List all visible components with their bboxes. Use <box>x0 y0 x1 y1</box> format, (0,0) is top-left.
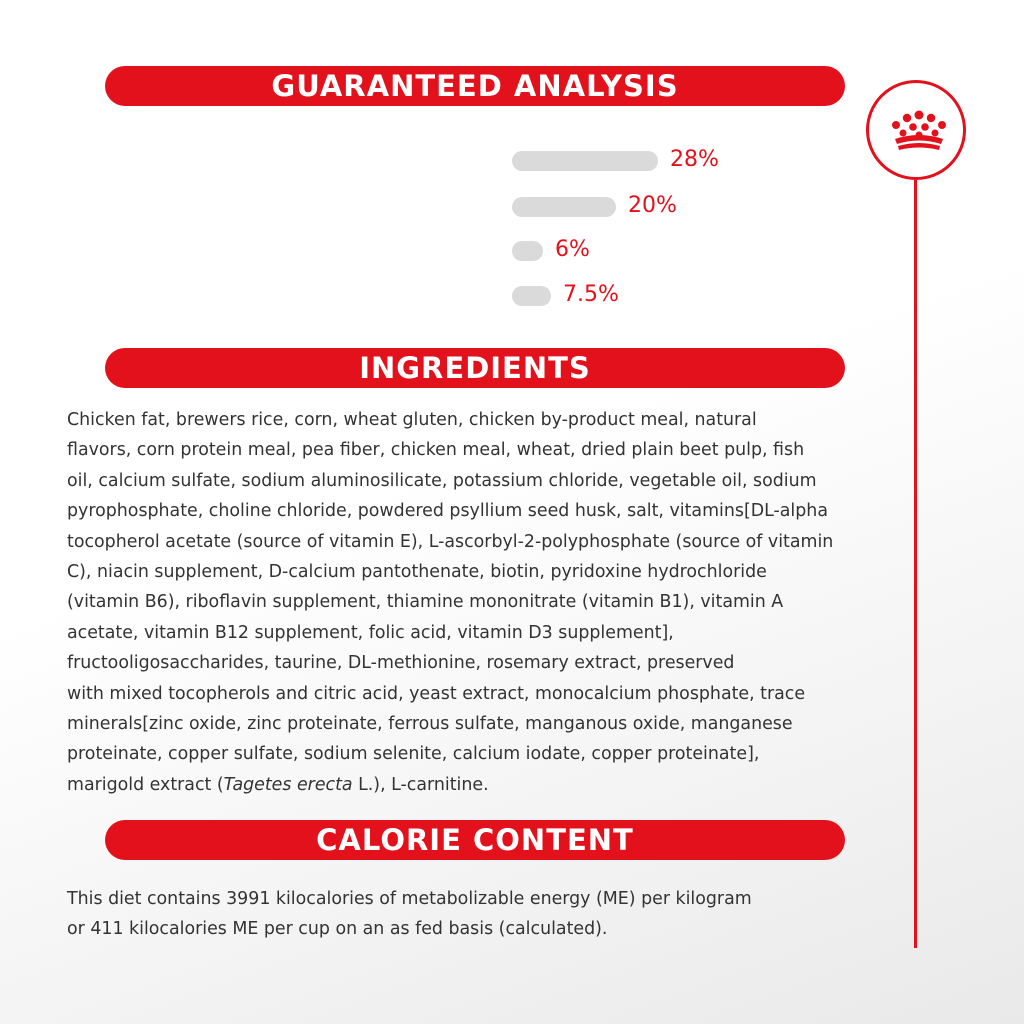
ingredients-list <box>67 405 833 800</box>
ingredients-line: proteinate, copper sulfate, sodium selenite, calcium iodate, copper proteinate], <box>67 744 760 765</box>
ingredients-line: pyrophosphate, choline chloride, powdered psyllium seed husk, salt, vitamins[DL-alpha <box>67 501 828 522</box>
analysis-bar <box>512 197 616 217</box>
timeline-line <box>914 180 917 948</box>
analysis-bar <box>512 286 551 306</box>
ingredients-heading: INGREDIENTS <box>105 348 845 388</box>
guaranteed-analysis-heading: GUARANTEED ANALYSIS <box>105 66 845 106</box>
analysis-value: 20% <box>628 193 677 218</box>
ingredients-line: Chicken fat, brewers rice, corn, wheat gluten, chicken by-product meal, natural <box>67 410 757 430</box>
ingredients-line: tocopherol acetate (source of vitamin E), L-ascorbyl-2-polyphosphate (source of vitamin <box>67 531 834 552</box>
calorie-line: or 411 kilocalories ME per cup on an as fed basis (calculated). <box>67 919 608 940</box>
crown-icon <box>885 109 953 155</box>
analysis-value: 28% <box>670 147 719 172</box>
ingredients-line: flavors, corn protein meal, pea fiber, chicken meal, wheat, dried plain beet pulp, fish <box>67 440 805 461</box>
ingredients-last-prefix: marigold extract ( <box>67 774 224 795</box>
ingredients-last-line <box>67 770 833 800</box>
ingredients-line: oil, calcium sulfate, sodium aluminosilicate, potassium chloride, vegetable oil, sodium <box>67 470 817 491</box>
analysis-value: 6% <box>555 237 590 262</box>
calorie-content-heading: CALORIE CONTENT <box>105 820 845 860</box>
ingredients-line: with mixed tocopherols and citric acid, yeast extract, monocalcium phosphate, trace <box>67 683 806 704</box>
ingredients-line: acetate, vitamin B12 supplement, folic acid, vitamin D3 supplement], <box>67 622 674 643</box>
ingredients-line: C), niacin supplement, D-calcium pantothenate, biotin, pyridoxine hydrochloride <box>67 562 767 583</box>
calorie-line: This diet contains 3991 kilocalories of metabolizable energy (ME) per kilogram <box>67 889 752 909</box>
ingredients-line: fructooligosaccharides, taurine, DL-methionine, rosemary extract, preserved <box>67 653 735 674</box>
analysis-bar <box>512 241 543 261</box>
calorie-text <box>67 884 752 945</box>
ingredients-last-suffix: L.), L-carnitine. <box>352 774 489 795</box>
analysis-value: 7.5% <box>563 282 619 307</box>
ingredients-line: (vitamin B6), riboflavin supplement, thiamine mononitrate (vitamin B1), vitamin A <box>67 592 784 613</box>
brand-badge <box>866 80 966 180</box>
analysis-bar <box>512 151 658 171</box>
ingredients-latin-name: Tagetes erecta <box>223 774 353 795</box>
ingredients-line: minerals[zinc oxide, zinc proteinate, ferrous sulfate, manganous oxide, manganese <box>67 714 793 735</box>
